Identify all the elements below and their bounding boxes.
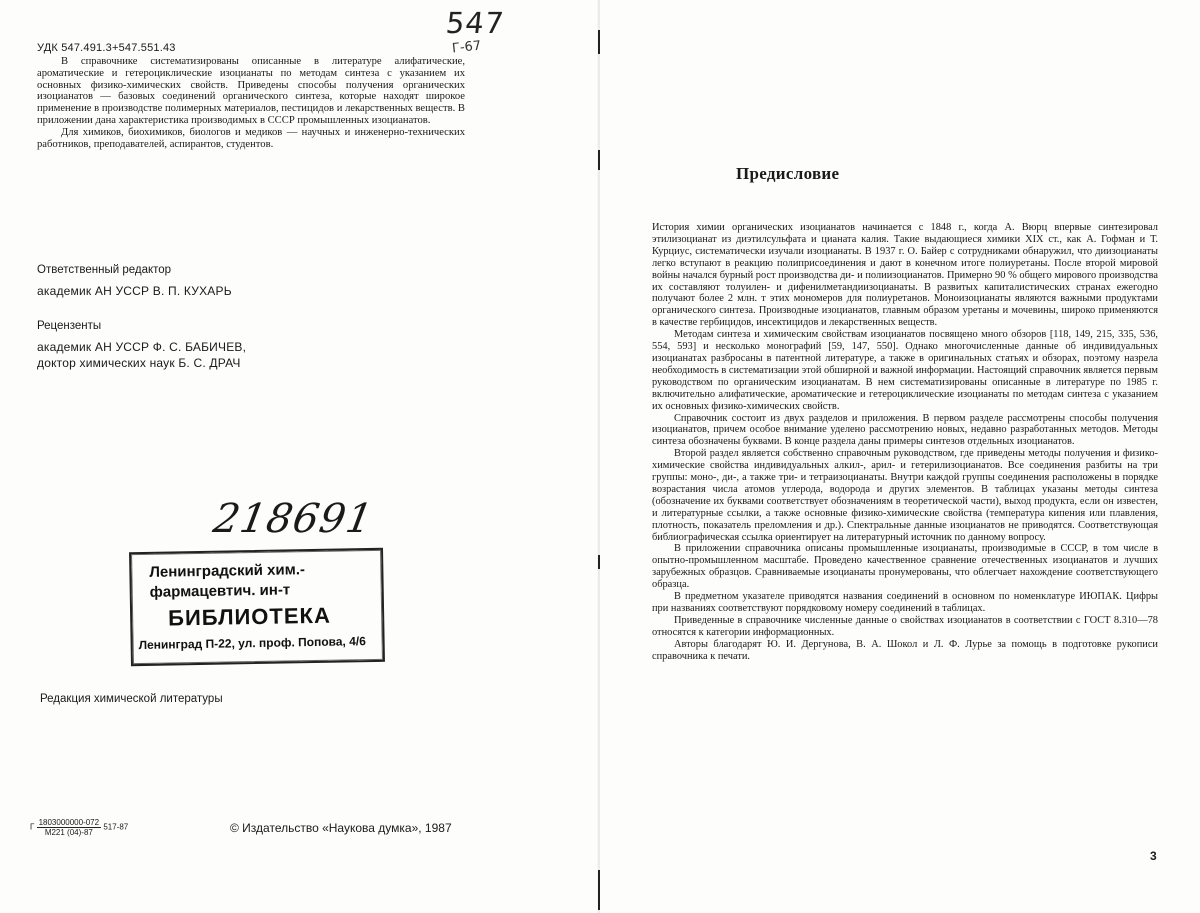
preface-paragraph: Приведенные в справочнике численные данные о свойствах изоцианатов в соответствии с ГОСТ 8.310—78 относятся к категории информационных. [652,614,1158,638]
udk-code: УДК 547.491.3+547.551.43 [37,42,176,54]
editor-name: академик АН УССР В. П. КУХАРЬ [37,284,232,298]
abstract-paragraph: Для химиков, биохимиков, биологов и медиков — научных и инженерно-технических работников, преподавателей, аспирантов, студентов. [37,126,465,150]
catalog-prefix: Г [30,822,35,832]
handwritten-shelf-code: Г-67 [451,38,482,57]
page-number: 3 [1150,849,1157,863]
preface-paragraph: Авторы благодарят Ю. И. Дергунова, В. А. Шокол и Л. Ф. Лурье за помощь в подготовке рукописи справочника к печати. [652,638,1158,662]
abstract [37,56,465,150]
catalog-fraction [37,818,102,837]
stamp-line-3: БИБЛИОТЕКА [167,602,332,631]
copyright: © Издательство «Наукова думка», 1987 [230,821,452,835]
preface-paragraph: Второй раздел является собственно справочным руководством, где приведены методы получения и физико-химические свойства индивидуальных алкил-, арил- и гетерилизоцианатов. Все соединения разбиты на три группы: моно-, ди-, а также три- и тетраизоцианаты. Внутри каждой группы соединения расположены в порядке возрастания числа атомов углерода, водорода и других элементов. В таблицах указаны методы синтеза (обозначение их буквами соответствует обозначениям в теоретической части), выход продукта, если он известен, и литературные ссылки, а также основные физико-химические свойства (температура кипения или плавления, плотность, показатель преломления и др.). Спектральные данные изоцианатов не приводятся. Соответствующая библиографическая ссылка ориентирует на литературный источник по данному вопросу. [652,448,1158,543]
stamp-line-1: Ленинградский хим.- [149,561,306,581]
catalog-suffix: 517-87 [103,822,129,832]
reviewer-1: академик АН УССР Ф. С. БАБИЧЕВ, [37,340,247,354]
handwritten-inventory-number: 218691 [209,496,377,542]
preface-paragraph: В предметном указателе приводятся названия соединений в основном по номенклатуре ИЮПАК. Цифры при названиях соответствуют порядковому номеру соединений в таблицах. [652,591,1158,614]
preface-paragraph: История химии органических изоцианатов начинается с 1848 г., когда А. Вюрц впервые синтезировал этилизоцианат из диэтилсульфата и цианата калия. Такие выдающиеся химики XIX ст., как А. Гофман и Т. Курциус, систематически изучали изоцианаты. В 1937 г. О. Байер с сотрудниками обнаружил, что диизоцианаты легко вступают в реакцию полиприсоединения и дают в конечном итоге полиуретаны. После второй мировой войны начался бурный рост производства ди- и полиизоцианатов. Примерно 90 % общего мирового производства их составляют толуилен- и дифенилметандиизоцианаты. В развитых капиталистических странах ежегодно получают более 2 млн. т этих мономеров для полиуретанов. Моноизоцианаты являются важными продуктами органического синтеза. Производные изоцианатов, главным образом уретаны и мочевины, широко применяются в качестве гербицидов, инсектицидов и лекарственных веществ. [652,222,1158,329]
abstract-paragraph: В справочнике систематизированы описанные в литературе алифатические, ароматические и гетероциклические изоцианаты по методам синтеза с указанием их основных физико-химических свойств. Приведены способы получения органических изоцианатов — базовых соединений органического синтеза, которые находят широкое применение в производстве полимерных материалов, пестицидов и лекарственных веществ. В приложении дана характеристика производимых в СССР промышленных изоцианатов. [37,56,465,126]
library-stamp [129,548,385,666]
preface-paragraph: Справочник состоит из двух разделов и приложения. В первом разделе рассмотрены способы получения изоцианатов, причем особое внимание уделено рассмотрению новых, недавно разработанных методов. Методы синтеза обозначены буквами. В конце раздела даны примеры синтезов отдельных изоцианатов. [652,412,1158,448]
preface-paragraph: Методам синтеза и химическим свойствам изоцианатов посвящено много обзоров [118, 149, 215, 335, 536, 554, 593] и несколько монографий [59, 147, 550]. Однако многочисленные данные об индивидуальных изоцианатах разбросаны в патентной литературе, а также в оригинальных статьях и обзорах, поэтому назрела необходимость в систематизации этой обширной и важной информации. Настоящий справочник является первым руководством по органическим изоцианатам. В нем систематизированы описанные в литературе по 1985 г. включительно алифатические, ароматические и гетероциклические изоцианаты по методам синтеза с указанием их основных физико-химических свойств. [652,329,1158,412]
stamp-line-2: фармацевтич. ин-т [149,581,291,601]
catalog-denominator: М221 (04)-87 [44,828,93,837]
reviewers-label: Рецензенты [37,320,102,332]
catalog-numerator: 1803000000-072 [38,818,100,827]
preface-paragraph: В приложении справочника описаны промышленные изоцианаты, производимые в СССР, в том числе в опытно-промышленном масштабе. Проведено качественное сравнение отечественных изоцианатов и лучших зарубежных образцов. Сравниваемые изоцианаты пронумерованы, что облегчает нахождение соответствующего образца. [652,543,1158,591]
catalog-index [30,818,128,837]
preface-title: Предисловие [736,164,840,183]
stamp-address: Ленинград П-22, ул. проф. Попова, 4/6 [138,634,366,653]
reviewer-2: доктор химических наук Б. С. ДРАЧ [37,356,241,370]
left-page [0,0,598,913]
editor-label: Ответственный редактор [37,264,172,276]
handwritten-shelf-number: 547 [444,6,507,40]
editorial-office: Редакция химической литературы [40,693,223,705]
preface-body [652,222,1158,663]
